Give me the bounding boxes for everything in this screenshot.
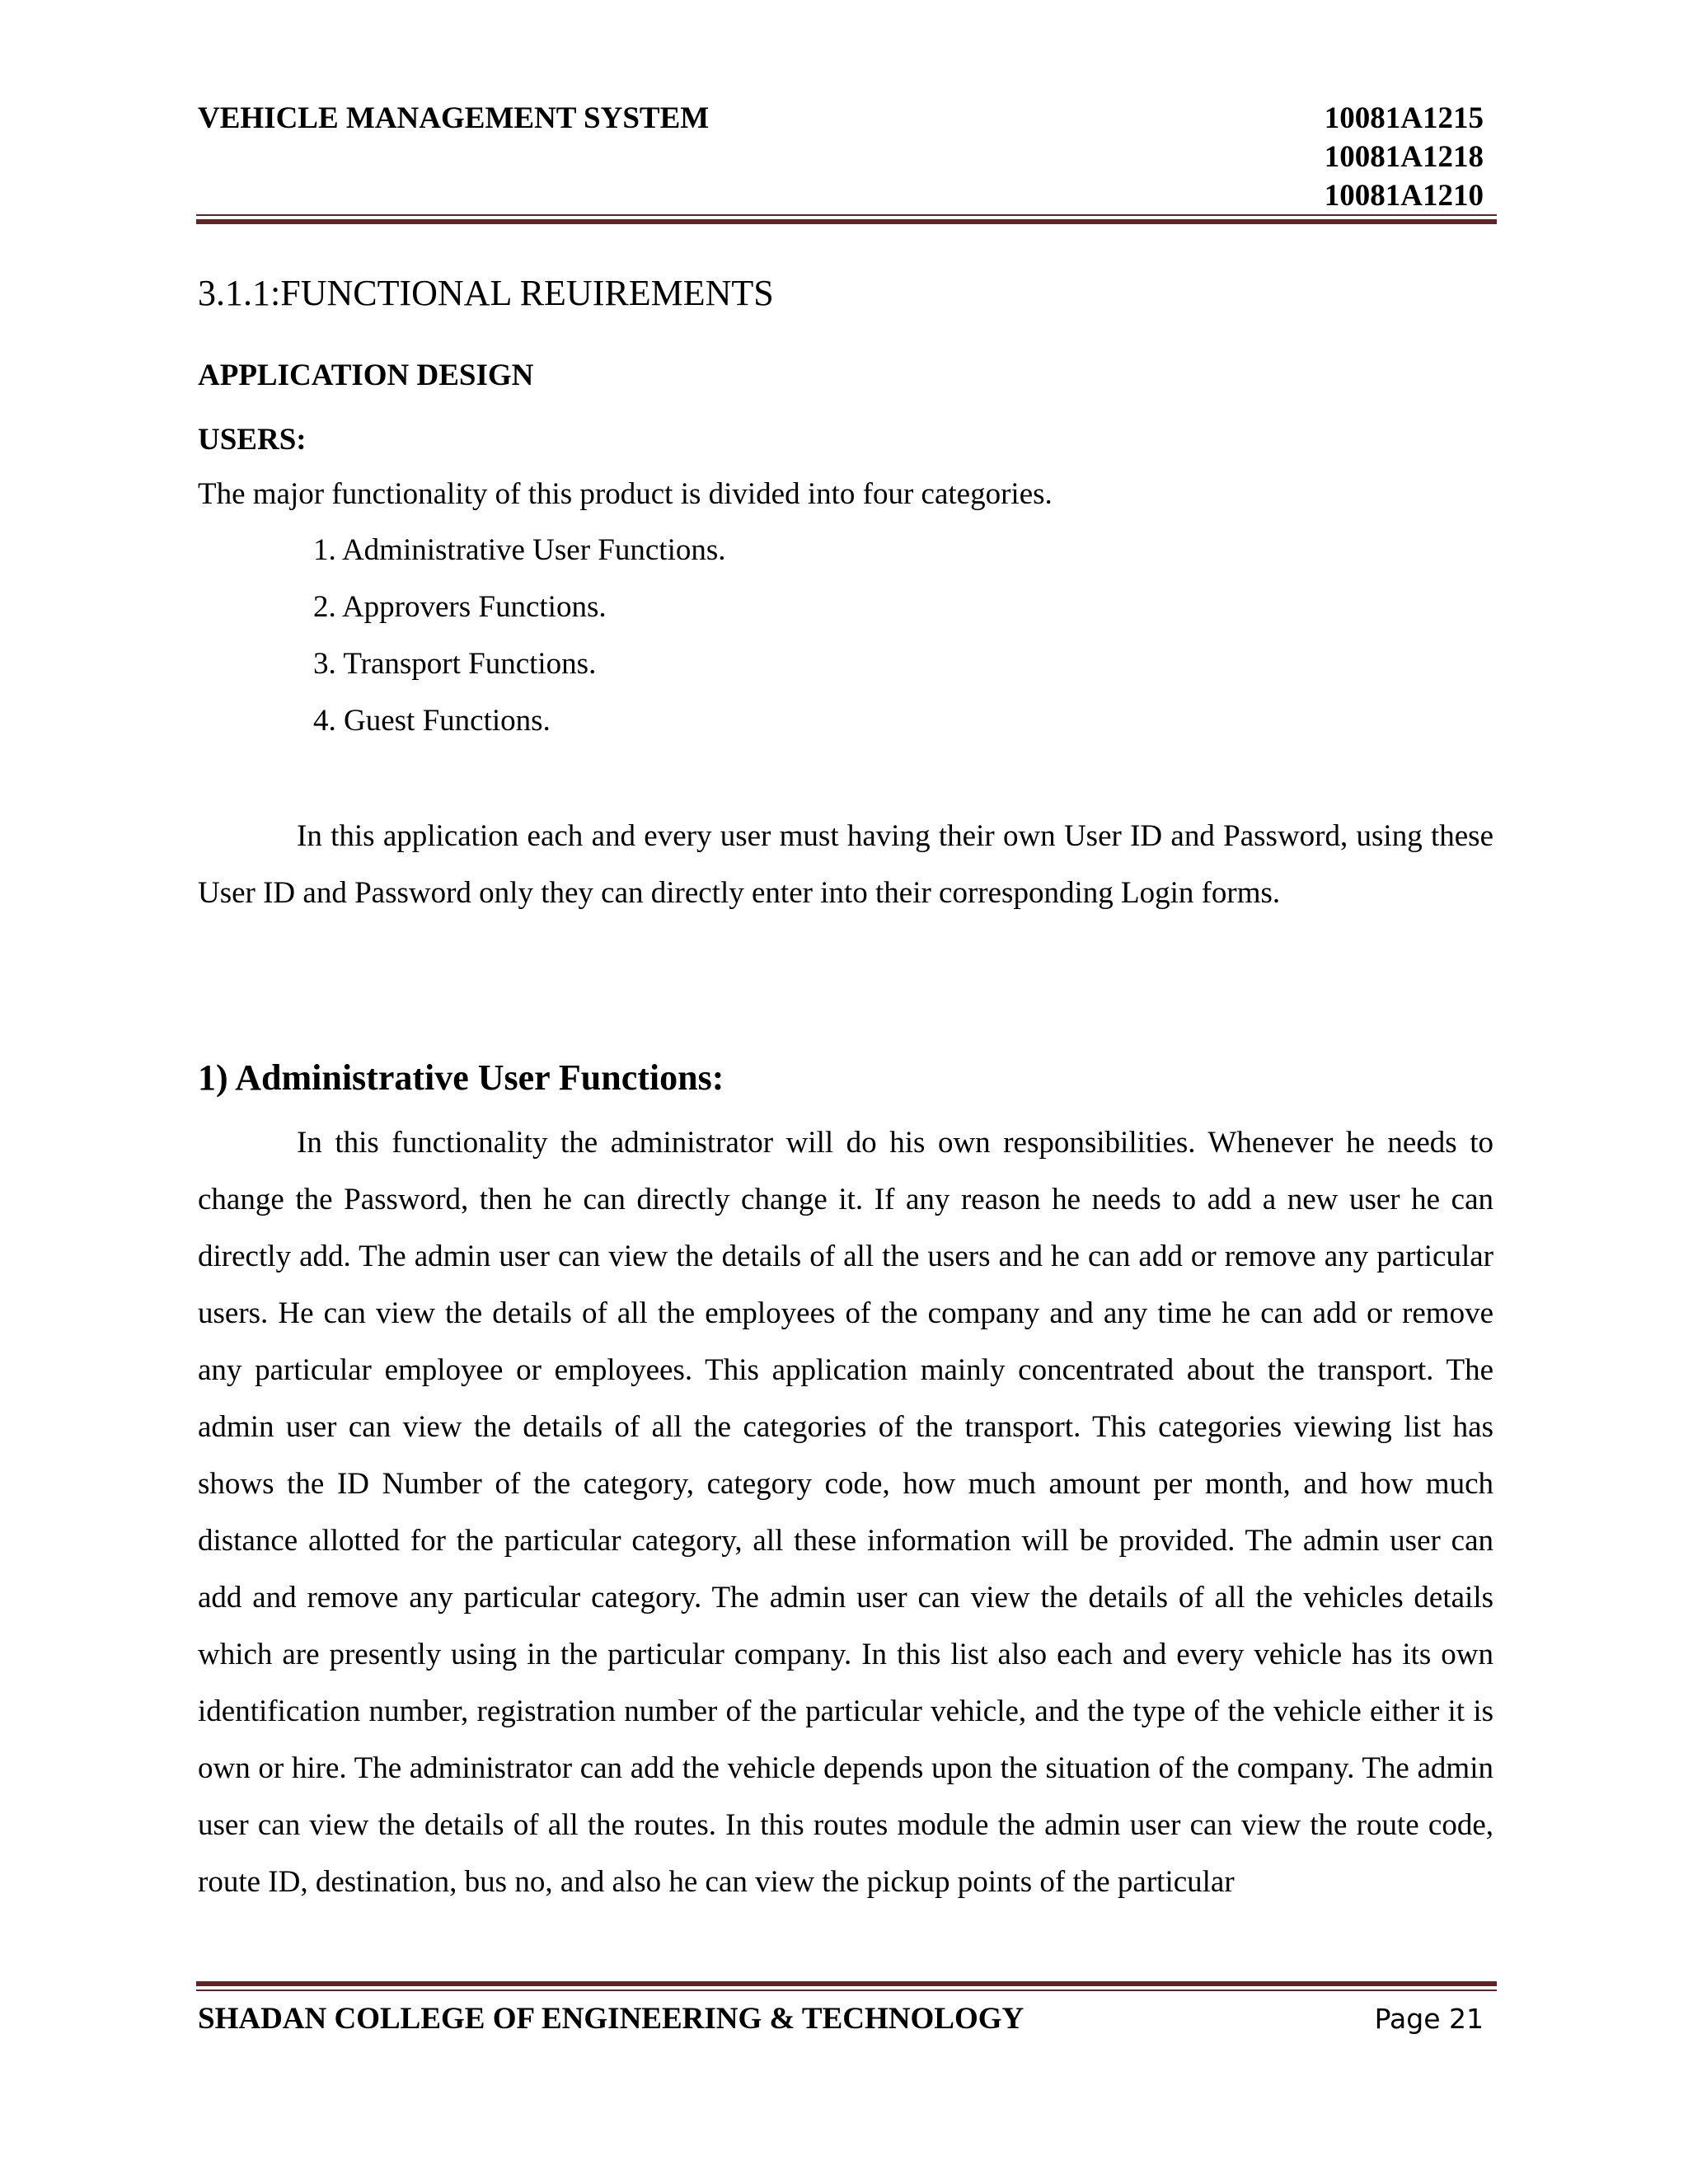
header-roll-number: 10081A1218 (1324, 140, 1484, 174)
header-roll-number: 10081A1215 (1324, 101, 1484, 135)
header-rule-thin (196, 214, 1497, 216)
footer-rule-thick (196, 1981, 1497, 1986)
header-title: VEHICLE MANAGEMENT SYSTEM (198, 101, 710, 135)
list-item: 4. Guest Functions. (313, 704, 551, 738)
categories-list (313, 531, 726, 758)
section-title: 3.1.1:FUNCTIONAL REUIREMENTS (198, 273, 774, 313)
admin-functions-paragraph: In this functionality the administrator will do his own responsibilities. Whenever he needs to change the Password, then he can directly change it. If any reason he needs to add a new user he can directly add. The admin user can view the details of all the users and he can add or remove any particular users. He can view the details of all the employees of the company and any time he can add or remove any particular employee or employees. This application mainly concentrated about the transport. The admin user can view the details of all the categories of the transport. This categories viewing list has shows the ID Number of the category, category code, how much amount per month, and how much distance allotted for the particular category, all these information will be provided. The admin user can add and remove any particular category. The admin user can view the details of all the vehicles details which are presently using in the particular company. In this list also each and every vehicle has its own identification number, registration number of the particular vehicle, and the type of the vehicle either it is own or hire. The administrator can add the vehicle depends upon the situation of the company. The admin user can view the details of all the routes. In this routes module the admin user can view the route code, route ID, destination, bus no, and also he can view the pickup points of the particular (198, 1126, 1493, 1899)
login-paragraph: In this application each and every user must having their own User ID and Password, using these User ID and Password only they can directly enter into their corresponding Login forms. (198, 819, 1493, 910)
users-heading: USERS: (198, 423, 307, 457)
page-number: Page 21 (1374, 2003, 1484, 2035)
footer-rule-thin (196, 1990, 1497, 1991)
list-item: 2. Approvers Functions. (313, 590, 607, 624)
header-roll-number: 10081A1210 (1324, 179, 1484, 213)
application-design-heading: APPLICATION DESIGN (198, 359, 534, 392)
header-rule-thick (196, 219, 1497, 224)
header-roll-numbers (1302, 99, 1484, 215)
intro-line: The major functionality of this product is divided into four categories. (198, 477, 1053, 511)
footer-college-name: SHADAN COLLEGE OF ENGINEERING & TECHNOLOGY (198, 2002, 1025, 2036)
admin-functions-heading: 1) Administrative User Functions: (198, 1057, 724, 1098)
list-item: 3. Transport Functions. (313, 647, 597, 681)
list-item: 1. Administrative User Functions. (313, 533, 726, 567)
